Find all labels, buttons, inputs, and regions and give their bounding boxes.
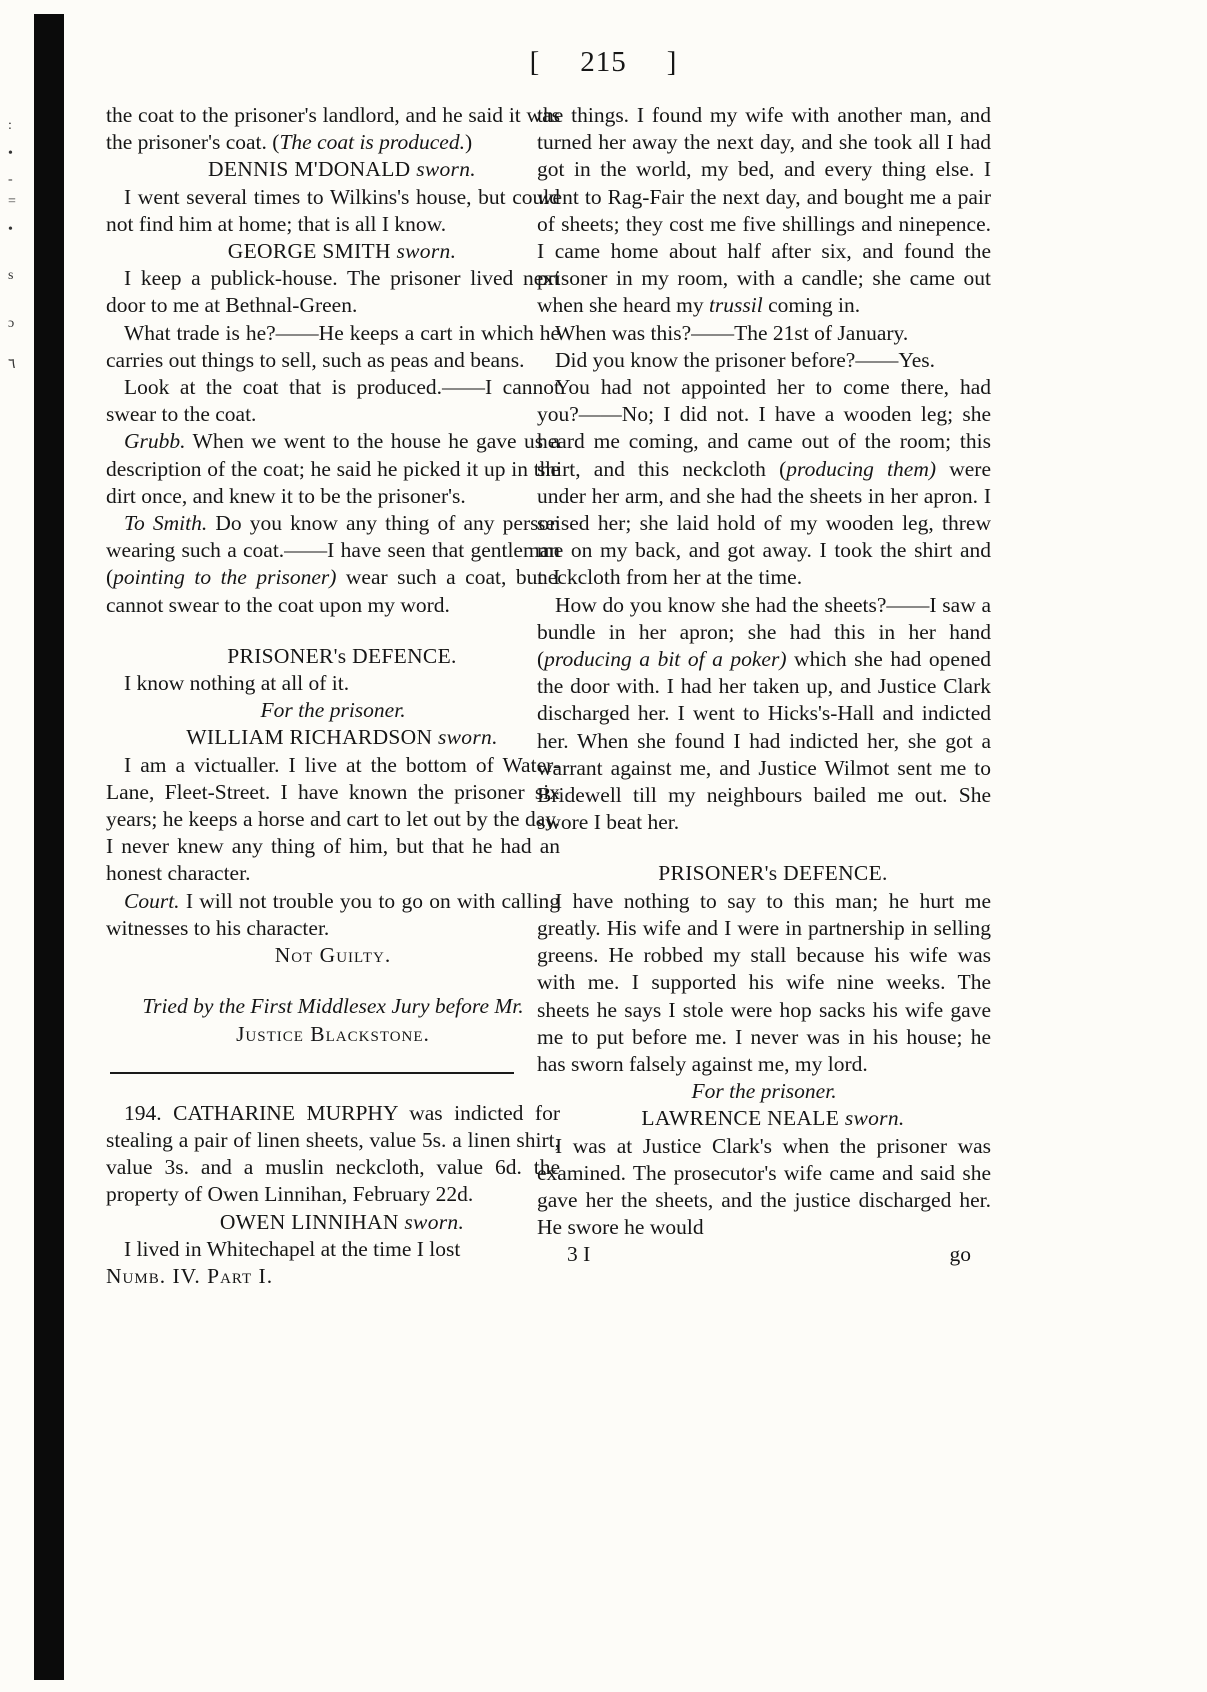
for-prisoner-label: For the prisoner. xyxy=(691,1079,837,1104)
section-rule xyxy=(110,1072,514,1074)
margin-mark: : xyxy=(8,118,12,133)
for-prisoner-label: For the prisoner. xyxy=(260,698,406,723)
justice-name: Justice Blackstone. xyxy=(236,1021,430,1046)
witness-heading: DENNIS M'DONALD sworn. xyxy=(208,157,476,182)
witness-heading: GEORGE SMITH sworn. xyxy=(227,239,457,264)
verdict: Not Guilty. xyxy=(274,943,392,968)
paragraph: When was this?——The 21st of January. xyxy=(555,320,909,345)
section-heading: PRISONER's DEFENCE. xyxy=(658,861,888,886)
indictment-paragraph: 194. CATHARINE MURPHY was indicted for stealing a pair of linen sheets, value 5s. a linen shirt, value 3s. and a muslin neckcloth, value 6d. the property of Owen Linnihan, February 22d. xyxy=(106,1100,560,1207)
paragraph: the things. I found my wife with another man, and turned her away the next day, and she took all I had got in the world, my bed, and every thing else. I went to Rag-Fair the next day, and bought me a pair of sheets; they cost me five shillings and ninepence. I came home about half after six, and found the prisoner in my room, with a candle; she came out when she heard my trussil coming in. xyxy=(537,103,991,318)
page-footer xyxy=(537,1241,991,1268)
witness-heading: WILLIAM RICHARDSON sworn. xyxy=(186,725,498,750)
page-number: [ 215 ] xyxy=(529,46,678,78)
paragraph: I keep a publick-house. The prisoner lived next door to me at Bethnal-Green. xyxy=(106,266,560,318)
witness-heading: LAWRENCE NEALE sworn. xyxy=(641,1106,905,1131)
issue-footer: Numb. IV. Part I. xyxy=(106,1263,274,1288)
paragraph: I have nothing to say to this man; he hurt me greatly. His wife and I were in partnership in selling greens. He robbed my stall because his wife was with me. I supported his wife nine weeks. The sheets he says I stole were hop sacks his wife gave me to put before me. I never was in his house; he has sworn falsely against me, my lord. xyxy=(537,888,991,1076)
paragraph: I lived in Whitechapel at the time I lost xyxy=(124,1236,461,1261)
margin-mark: • xyxy=(8,222,13,237)
binding-spine-shadow xyxy=(34,14,64,1680)
margin-mark: ٦ xyxy=(8,357,16,372)
paragraph: Grubb. When we went to the house he gave us a description of the coat; he said he picked it up in the dirt once, and knew it to be the prisoner's. xyxy=(106,429,560,508)
paragraph: I am a victualler. I live at the bottom of Water-Lane, Fleet-Street. I have known the prisoner six years; he keeps a horse and cart to let out by the day. I never knew any thing of him, but that he had an honest character. xyxy=(106,752,560,886)
paragraph: Court. I will not trouble you to go on with calling witnesses to his character. xyxy=(106,888,560,940)
paragraph: I went several times to Wilkins's house, but could not find him at home; that is all I know. xyxy=(106,184,560,236)
catchword: go xyxy=(949,1242,971,1267)
margin-mark: - xyxy=(8,172,13,187)
paragraph: Look at the coat that is produced.——I cannot swear to the coat. xyxy=(106,375,560,427)
left-column xyxy=(106,102,560,1290)
paragraph: To Smith. Do you know any thing of any person wearing such a coat.——I have seen that gentleman (pointing to the prisoner) wear such a coat, but I cannot swear to the coat upon my word. xyxy=(106,511,560,617)
margin-mark: • xyxy=(8,146,13,161)
paragraph: I know nothing at all of it. xyxy=(124,671,350,696)
page-number-value: 215 xyxy=(580,46,627,78)
right-column xyxy=(537,102,991,1269)
margin-mark: ɔ xyxy=(8,316,15,331)
paragraph: the coat to the prisoner's landlord, and he said it was the prisoner's coat. (The coat is produced.) xyxy=(106,103,560,155)
witness-heading: OWEN LINNIHAN sworn. xyxy=(219,1209,465,1234)
paragraph: What trade is he?——He keeps a cart in which he carries out things to sell, such as peas and beans. xyxy=(106,320,560,372)
paragraph: How do you know she had the sheets?——I saw a bundle in her apron; she had this in her hand (producing a bit of a poker) which she had opened the door with. I had her taken up, and Justice Clark discharged her. I went to Hicks's-Hall and indicted her. When she found I had indicted her, she got a warrant against me, and Justice Wilmot sent me to Bridewell till my neighbours bailed me out. She swore I beat her. xyxy=(537,592,991,835)
paragraph: You had not appointed her to come there, had you?——No; I did not. I have a wooden leg; she heard me coming, and came out of the room; this shirt, and this neckcloth (producing them) were under her arm, and she had the sheets in her apron. I seised her; she laid hold of my wooden leg, threw me on my back, and got away. I took the shirt and neckcloth from her at the time. xyxy=(537,375,991,590)
jury-line: Tried by the First Middlesex Jury before Mr. xyxy=(142,994,524,1019)
margin-mark: = xyxy=(8,194,16,209)
margin-mark: s xyxy=(8,268,14,283)
paragraph: Did you know the prisoner before?——Yes. xyxy=(555,347,935,372)
signature-mark: 3 I xyxy=(567,1242,591,1267)
section-heading: PRISONER's DEFENCE. xyxy=(227,643,457,668)
paragraph: I was at Justice Clark's when the prisoner was examined. The prosecutor's wife came and said she gave her the sheets, and the justice discharged her. He swore he would xyxy=(537,1133,991,1240)
